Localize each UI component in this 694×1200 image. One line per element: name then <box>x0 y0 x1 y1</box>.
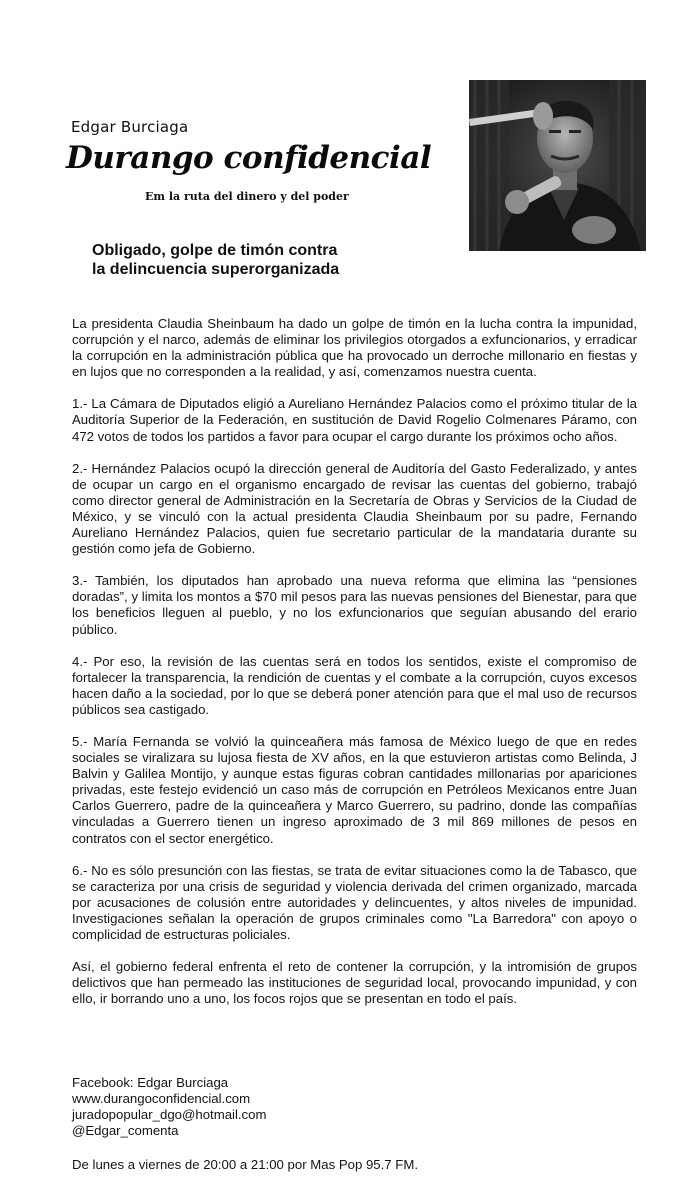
article-paragraph: 5.- María Fernanda se volvió la quinceañera más famosa de México luego de que en redes sociales se viralizara su lujosa fiesta de XV años, en la que estuvieron artistas como Belinda, J Balvin y Galilea Montijo, y aunque estas figuras cobran cantidades millonarias por apariciones privadas, este festejo evidenció un caso más de corrupción en Petróleos Mexicanos entre Juan Carlos Guerrero, padre de la quinceañera y Marco Guerrero, su padrino, donde las compañías vinculadas a Guerrero tienen un ingreso aproximado de 3 mil 869 millones de pesos en contratos con el sector energético. <box>72 733 637 846</box>
article-paragraph: 2.- Hernández Palacios ocupó la dirección general de Auditoría del Gasto Federalizado, y antes de ocupar un cargo en el organismo encargado de revisar las cuentas del gobierno, trabajó como director general de Administración en la Secretaría de Obras y Servicios de la Ciudad de México, y se vinculó con la actual presidenta Claudia Sheinbaum por su padre, Fernando Aureliano Hernández Palacios, quien fue secretario particular de la mandataria durante su gestión como jefa de Gobierno. <box>72 460 637 557</box>
article-body <box>72 316 637 1023</box>
website-link[interactable]: www.durangoconfidencial.com <box>72 1091 251 1106</box>
article-headline <box>92 241 412 279</box>
article-paragraph: Así, el gobierno federal enfrenta el reto de contener la corrupción, y la intromisión de grupos delictivos que han permeado las instituciones de seguridad local, provocando impunidad, y con ello, ir borrando uno a uno, los focos rojos que se presentan en todo el país. <box>72 959 637 1007</box>
portrait-photo-icon <box>469 80 646 251</box>
twitter-handle: @Edgar_comenta <box>72 1123 179 1138</box>
article-paragraph: 1.- La Cámara de Diputados eligió a Aureliano Hernández Palacios como el próximo titular de la Auditoría Superior de la Federación, en sustitución de David Rogelio Colmenares Páramo, con 472 votos de todos los partidos a favor para ocupar el cargo durante los próximos ocho años. <box>72 396 637 444</box>
author-photo <box>469 80 646 251</box>
facebook-contact: Facebook: Edgar Burciaga <box>72 1075 229 1090</box>
article-paragraph: La presidenta Claudia Sheinbaum ha dado un golpe de timón en la lucha contra la impunidad, corrupción y el narco, además de eliminar los privilegios otorgados a exfuncionarios, y erradicar la corrupción en la administración pública que ha provocado un derroche millonario en fiestas y en lujos que no corresponden a la realidad, y así, comenzamos nuestra cuenta. <box>72 316 637 380</box>
column-brand-title: Durango confidencial <box>66 140 432 176</box>
email-link[interactable]: juradopopular_dgo@hotmail.com <box>72 1107 267 1122</box>
article-paragraph: 3.- También, los diputados han aprobado una nueva reforma que elimina las “pensiones doradas”, y limita los montos a $70 mil pesos para las nuevas pensiones del Bienestar, para que los beneficios lleguen al pueblo, y no los exfuncionarios que seguían abusando del erario público. <box>72 573 637 637</box>
contact-block <box>72 1075 472 1139</box>
article-paragraph: 4.- Por eso, la revisión de las cuentas será en todos los sentidos, existe el compromiso de fortalecer la transparencia, la rendición de cuentas y el combate a la corrupción, cuyos excesos hacen daño a la sociedad, por lo que se deberá poner atención para que el mal uso de recursos públicos sea castigado. <box>72 653 637 717</box>
broadcast-schedule: De lunes a viernes de 20:00 a 21:00 por Mas Pop 95.7 FM. <box>72 1157 419 1172</box>
author-name: Edgar Burciaga <box>71 118 189 136</box>
article-paragraph: 6.- No es sólo presunción con las fiestas, se trata de evitar situaciones como la de Tabasco, que se caracteriza por una crisis de seguridad y violencia derivada del crimen organizado, marcada por acusaciones de colusión entre autoridades y delincuentes, y altos niveles de impunidad. Investigaciones señalan la operación de grupos criminales como "La Barredora" con apoyo o complicidad de estructuras policiales. <box>72 862 637 942</box>
headline-line-2: la delincuencia superorganizada <box>92 261 340 278</box>
headline-line-1: Obligado, golpe de timón contra <box>92 242 338 259</box>
column-tagline: Em la ruta del dinero y del poder <box>145 190 349 203</box>
